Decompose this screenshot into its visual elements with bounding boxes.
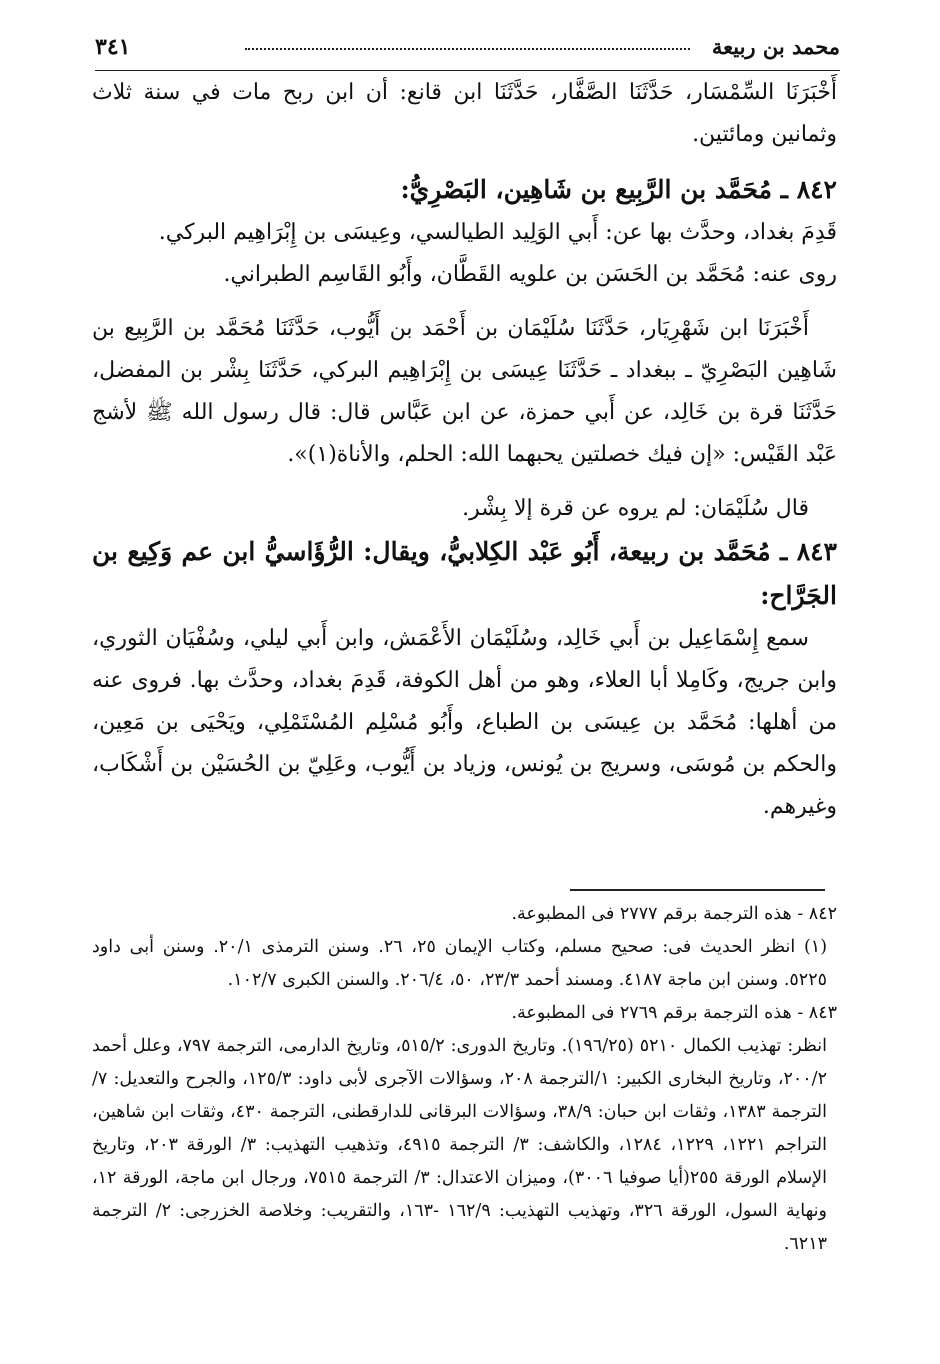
footnote-842-note: (١) انظر الحديث فى: صحيح مسلم، وكتاب الإيمان ٢٥، ٢٦. وسنن الترمذى ٢٠/١. وسنن أبى داود ٥٢٢٥. وسنن ابن ماجة ٤١٨٧. ومسند أحمد ٢٣/٣، ٥٠، ٢٠٦/٤. والسنن الكبرى ١٠٢/٧.: [92, 937, 828, 990]
continuation-paragraph: أَخْبَرَنَا السِّمْسَار، حَدَّثَنَا الصَّفَّار، حَدَّثَنَا ابن قانع: أن ابن ربح مات في سنة ثلاث وثمانين ومائتين.: [92, 80, 838, 147]
entry-843-heading: ٨٤٣ ـ مُحَمَّد بن ربيعة، أَبُو عَبْد الكِلابيُّ، ويقال: الرُّؤَاسيُّ ابن عم وَكِيع بن الجَرَّاح:: [92, 537, 837, 610]
entry-843-paragraph-1: سمع إِسْمَاعِيل بن أَبي خَالِد، وسُلَيْمَان الأَعْمَش، وابن أَبي ليلي، وسُفْيَان الثوري، وابن جريج، وكَامِلا أبا العلاء، وهو من أهل الكوفة، قَدِمَ بغداد، وحدَّث بها. فروى عنه من أهلها: مُحَمَّد بن عِيسَى بن الطباع، وأَبُو مُسْلِم المُسْتَمْلِي، ويَحْيَى بن مَعِين، والحكم بن مُوسَى، وسريج بن يُونس، وزياد بن أَيُّوب، وعَلِيّ بن الحُسَيْن بن أَشْكَاب، وغيرهم.: [92, 626, 837, 819]
entry-842-paragraph-3: أَخْبَرَنَا ابن شَهْرِيَار، حَدَّثَنَا سُلَيْمَان بن أَحْمَد بن أَيُّوب، حَدَّثَنَا مُحَمَّد بن الرَّبِيع بن شَاهِين البَصْرِيّ ـ ببغداد ـ حَدَّثَنَا عِيسَى بن إِبْرَاهِيم البركي، حَدَّثَنَا بِشْر بن المفضل، حَدَّثَنَا قرة بن خَالِد، عن أَبي حمزة، عن ابن عَبَّاس قال: قال رسول الله ﷺ لأشج عَبْد القَيْس: «إن فيك خصلتين يحبهما الله: الحلم، والأناة(١)».: [92, 316, 837, 467]
entry-842-paragraph-1: قَدِمَ بغداد، وحدَّث بها عن: أَبي الوَلِيد الطيالسي، وعِيسَى بن إِبْرَاهِيم البركي.: [158, 220, 837, 245]
entry-842-paragraph-4: قال سُلَيْمَان: لم يروه عن قرة إلا بِشْر.: [462, 496, 809, 521]
footnote-843-note: انظر: تهذيب الكمال ٥٢١٠ (١٩٦/٢٥). وتاريخ الدورى: ٥١٥/٢، وتاريخ الدارمى، الترجمة ٧٩٧، وعلل أحمد ٢٠٠/٢، وتاريخ البخارى الكبير: ١/الترجمة ٢٠٨، وسؤالات الآجرى لأبى داود: ١٢٥/٣، والجرح والتعديل: ٧/ الترجمة ١٣٨٣، وثقات ابن حبان: ٣٨/٩، وسؤالات البرقانى للدارقطنى، الترجمة ٤٣٠، وثقات ابن شاهين، التراجم ١٢٢١، ١٢٢٩، ١٢٨٤، والكاشف: ٣/ الترجمة ٤٩١٥، وتذهيب التهذيب: ٣/ الورقة ٢٠٣، وتاريخ الإسلام الورقة ٢٥٥(أيا صوفيا ٣٠٠٦)، وميزان الاعتدال: ٣/ الترجمة ٧٥١٥، ورجال ابن ماجة، الورقة ١٢، ونهاية السول، الورقة ٣٢٦، وتهذيب التهذيب: ١٦٢/٩ -١٦٣، والتقريب: وخلاصة الخزرجى: ٢/ الترجمة ٦٢١٣.: [92, 1036, 828, 1254]
page-number: ٣٤١: [95, 34, 131, 60]
footnote-separator: [570, 889, 825, 891]
footnotes: [92, 898, 837, 1261]
running-head: [95, 30, 840, 71]
running-head-title: محمد بن ربيعة: [711, 34, 840, 59]
main-text: [92, 72, 837, 828]
entry-842-paragraph-2: روى عنه: مُحَمَّد بن الحَسَن بن علويه القَطَّان، وأَبُو القَاسِم الطبراني.: [223, 262, 837, 287]
leader-dots: [245, 48, 690, 50]
footnote-843-head: ٨٤٣ - هذه الترجمة برقم ٢٧٦٩ فى المطبوعة.: [511, 1003, 837, 1023]
entry-842-heading: ٨٤٢ ـ مُحَمَّد بن الرَّبِيع بن شَاهِين، البَصْرِيُّ:: [400, 175, 837, 204]
footnote-842-head: ٨٤٢ - هذه الترجمة برقم ٢٧٧٧ فى المطبوعة.: [511, 904, 837, 924]
